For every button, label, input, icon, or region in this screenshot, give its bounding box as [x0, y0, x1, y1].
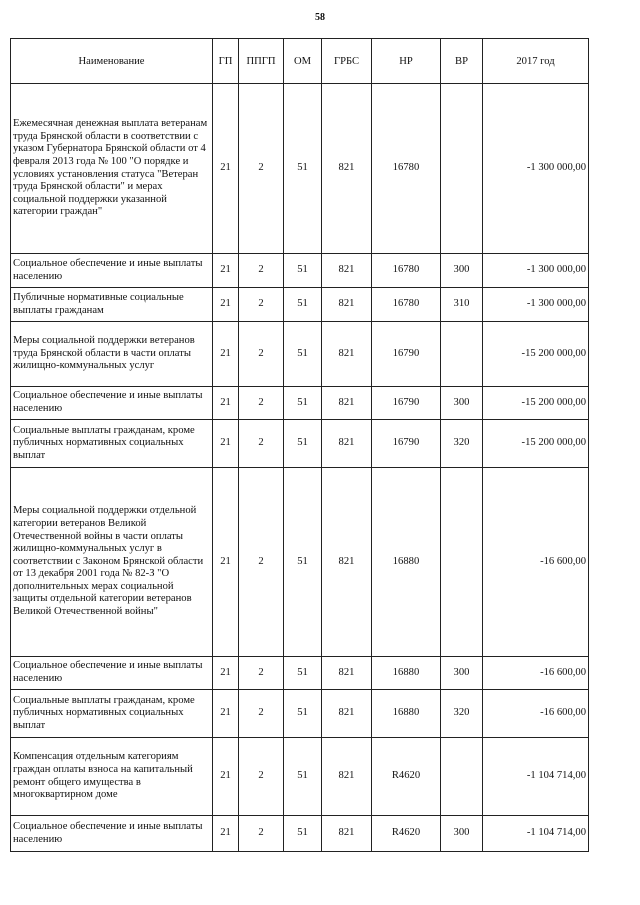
cell-gp: 21: [213, 657, 239, 690]
cell-grbs: 821: [322, 816, 372, 852]
table-row: [11, 84, 589, 254]
cell-nr: 16780: [372, 288, 441, 322]
cell-sum: -1 300 000,00: [483, 84, 589, 254]
cell-sum: -16 600,00: [483, 690, 589, 738]
cell-om: 51: [284, 387, 322, 420]
table-row: [11, 254, 589, 288]
cell-vr: [441, 84, 483, 254]
cell-grbs: 821: [322, 420, 372, 468]
cell-gp: 21: [213, 690, 239, 738]
cell-om: 51: [284, 84, 322, 254]
cell-grbs: 821: [322, 322, 372, 387]
table-row: [11, 738, 589, 816]
cell-nr: 16790: [372, 322, 441, 387]
cell-name: Ежемесячная денежная выплата ветеранам труда Брянской области в соответствии с указом Губернатора Брянской области от 4 февраля 2013 года № 100 "О порядке и условиях установления статуса "Ветеран труда Брянской области" и мерах социальной поддержки указанной категории граждан": [11, 84, 213, 254]
header-nr: НР: [372, 39, 441, 84]
cell-grbs: 821: [322, 254, 372, 288]
cell-om: 51: [284, 254, 322, 288]
cell-name: Социальные выплаты гражданам, кроме публичных нормативных социальных выплат: [11, 420, 213, 468]
cell-name: Социальное обеспечение и иные выплаты населению: [11, 816, 213, 852]
header-grbs: ГРБС: [322, 39, 372, 84]
cell-sum: -15 200 000,00: [483, 420, 589, 468]
cell-name: Социальное обеспечение и иные выплаты населению: [11, 387, 213, 420]
cell-gp: 21: [213, 387, 239, 420]
cell-name: Социальное обеспечение и иные выплаты населению: [11, 254, 213, 288]
header-ppgp: ППГП: [239, 39, 284, 84]
cell-sum: -1 300 000,00: [483, 288, 589, 322]
header-year: 2017 год: [483, 39, 589, 84]
cell-name: Социальные выплаты гражданам, кроме публичных нормативных социальных выплат: [11, 690, 213, 738]
cell-nr: 16880: [372, 468, 441, 657]
cell-name: Меры социальной поддержки ветеранов труда Брянской области в части оплаты жилищно-коммунальных услуг: [11, 322, 213, 387]
budget-table: [10, 38, 589, 852]
table-row: [11, 468, 589, 657]
cell-gp: 21: [213, 288, 239, 322]
cell-gp: 21: [213, 254, 239, 288]
cell-grbs: 821: [322, 657, 372, 690]
cell-vr: 320: [441, 690, 483, 738]
cell-vr: 310: [441, 288, 483, 322]
table-row: [11, 690, 589, 738]
cell-sum: -16 600,00: [483, 657, 589, 690]
cell-nr: 16780: [372, 254, 441, 288]
table-row: [11, 387, 589, 420]
cell-om: 51: [284, 468, 322, 657]
cell-ppgp: 2: [239, 690, 284, 738]
cell-ppgp: 2: [239, 657, 284, 690]
header-gp: ГП: [213, 39, 239, 84]
cell-om: 51: [284, 420, 322, 468]
cell-ppgp: 2: [239, 468, 284, 657]
header-name: Наименование: [11, 39, 213, 84]
cell-vr: 300: [441, 657, 483, 690]
cell-nr: R4620: [372, 738, 441, 816]
cell-om: 51: [284, 657, 322, 690]
cell-nr: 16790: [372, 420, 441, 468]
page-number: 58: [315, 12, 325, 23]
cell-gp: 21: [213, 84, 239, 254]
cell-om: 51: [284, 738, 322, 816]
cell-gp: 21: [213, 322, 239, 387]
cell-sum: -15 200 000,00: [483, 387, 589, 420]
table-header-row: [11, 39, 589, 84]
cell-vr: [441, 322, 483, 387]
table-row: [11, 322, 589, 387]
cell-vr: [441, 738, 483, 816]
cell-vr: 300: [441, 254, 483, 288]
cell-gp: 21: [213, 738, 239, 816]
cell-nr: 16780: [372, 84, 441, 254]
cell-ppgp: 2: [239, 387, 284, 420]
table-row: [11, 657, 589, 690]
cell-ppgp: 2: [239, 738, 284, 816]
header-vr: ВР: [441, 39, 483, 84]
table-row: [11, 288, 589, 322]
cell-ppgp: 2: [239, 288, 284, 322]
table-row: [11, 816, 589, 852]
table-row: [11, 420, 589, 468]
cell-vr: 320: [441, 420, 483, 468]
cell-gp: 21: [213, 420, 239, 468]
cell-grbs: 821: [322, 288, 372, 322]
cell-sum: -1 104 714,00: [483, 816, 589, 852]
cell-grbs: 821: [322, 690, 372, 738]
cell-grbs: 821: [322, 738, 372, 816]
cell-name: Публичные нормативные социальные выплаты гражданам: [11, 288, 213, 322]
cell-om: 51: [284, 322, 322, 387]
cell-sum: -15 200 000,00: [483, 322, 589, 387]
cell-ppgp: 2: [239, 254, 284, 288]
cell-om: 51: [284, 816, 322, 852]
cell-grbs: 821: [322, 84, 372, 254]
cell-nr: 16880: [372, 690, 441, 738]
cell-ppgp: 2: [239, 816, 284, 852]
cell-ppgp: 2: [239, 420, 284, 468]
cell-vr: [441, 468, 483, 657]
cell-ppgp: 2: [239, 322, 284, 387]
cell-om: 51: [284, 288, 322, 322]
cell-grbs: 821: [322, 387, 372, 420]
cell-vr: 300: [441, 816, 483, 852]
cell-sum: -1 300 000,00: [483, 254, 589, 288]
cell-gp: 21: [213, 468, 239, 657]
cell-name: Социальное обеспечение и иные выплаты населению: [11, 657, 213, 690]
cell-om: 51: [284, 690, 322, 738]
cell-ppgp: 2: [239, 84, 284, 254]
cell-sum: -1 104 714,00: [483, 738, 589, 816]
header-om: ОМ: [284, 39, 322, 84]
cell-name: Компенсация отдельным категориям граждан оплаты взноса на капитальный ремонт общего имущества в многоквартирном доме: [11, 738, 213, 816]
cell-grbs: 821: [322, 468, 372, 657]
cell-nr: 16790: [372, 387, 441, 420]
cell-nr: R4620: [372, 816, 441, 852]
cell-gp: 21: [213, 816, 239, 852]
cell-name: Меры социальной поддержки отдельной категории ветеранов Великой Отечественной войны в части оплаты жилищно-коммунальных услуг в соответствии с Законом Брянской области от 13 декабря 2001 года № 82-З "О дополнительных мерах социальной защиты отдельной категории ветеранов Великой Отечественной войны": [11, 468, 213, 657]
cell-vr: 300: [441, 387, 483, 420]
cell-nr: 16880: [372, 657, 441, 690]
cell-sum: -16 600,00: [483, 468, 589, 657]
